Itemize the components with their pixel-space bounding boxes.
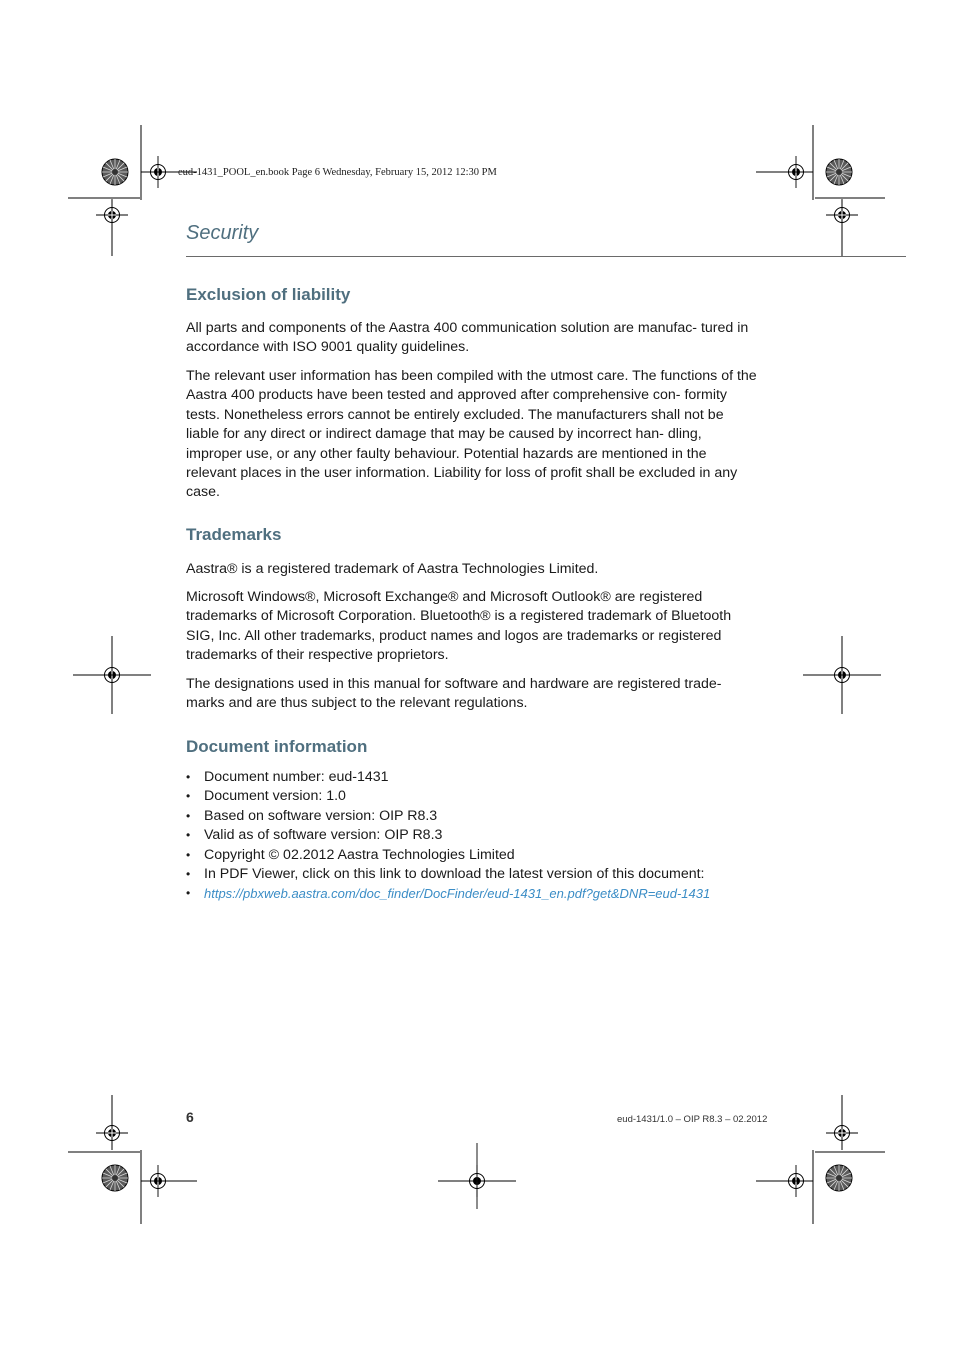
list-item — [186, 787, 766, 806]
document-info-heading: Document information — [186, 737, 368, 756]
bullet-icon: • — [186, 867, 191, 882]
list-item-text: Based on software version: OIP R8.3 — [204, 807, 438, 824]
liability-paragraph-2: The relevant user information has been compiled with the utmost care. The functions of the Aastra 400 products have been tested and approved after comprehensive con- formity tests. Nonetheless errors cannot be entirely excluded. The manufacturers shall not be liable for any direct or indirect damage that may be caused by incorrect han- dling, improper use, or any other faulty behaviour. Potential hazards are mentioned in the relevant places in the user information. Liability for loss of profit shall be excluded in any case. — [186, 368, 757, 501]
list-item-text: In PDF Viewer, click on this link to download the latest version of this document: — [204, 866, 705, 883]
liability-paragraph-1: All parts and components of the Aastra 400 communication solution are manufac- tured in accordance with ISO 9001 quality guidelines. — [186, 320, 749, 356]
download-link-item[interactable] — [186, 884, 766, 904]
page-number: 6 — [186, 1109, 194, 1125]
trademarks-paragraph-2: Microsoft Windows®, Microsoft Exchange® and Microsoft Outlook® are registered trademarks of Microsoft Corporation. Bluetooth® is a registered trademark of Bluetooth SIG, Inc. All other trademarks, product names and logos are trademarks or registered trademarks of their respective proprietors. — [186, 589, 732, 664]
download-link[interactable]: https://pbxweb.aastra.com/doc_finder/DocFinder/eud-1431_en.pdf?get&DNR=eud-1431 — [204, 886, 711, 902]
list-item-text: Document number: eud-1431 — [204, 769, 389, 785]
trademarks-heading: Trademarks — [186, 525, 282, 544]
section-title: Security — [186, 222, 259, 244]
list-item-text: Document version: 1.0 — [204, 788, 346, 805]
bullet-icon: • — [186, 828, 191, 843]
trademarks-paragraph-3: The designations used in this manual for software and hardware are registered trade- marks and are thus subject to the relevant regulations. — [186, 676, 722, 712]
bullet-icon: • — [186, 770, 191, 784]
trademarks-paragraph-1: Aastra® is a registered trademark of Aastra Technologies Limited. — [186, 561, 599, 577]
footer-doc-reference: eud-1431/1.0 – OIP R8.3 – 02.2012 — [617, 1114, 768, 1125]
list-item — [186, 865, 766, 884]
list-item — [186, 846, 766, 865]
list-item — [186, 807, 766, 826]
list-item — [186, 768, 766, 787]
list-item — [186, 826, 766, 845]
bullet-icon: • — [186, 847, 191, 862]
list-item-text: Copyright © 02.2012 Aastra Technologies Limited — [204, 846, 515, 863]
bullet-icon: • — [186, 808, 191, 823]
bullet-icon: • — [186, 886, 191, 901]
bullet-icon: • — [186, 789, 191, 804]
header-rule — [186, 256, 906, 257]
document-info-list — [186, 768, 766, 905]
list-item-text: Valid as of software version: OIP R8.3 — [204, 827, 443, 844]
book-info-line: eud-1431_POOL_en.book Page 6 Wednesday, February 15, 2012 12:30 PM — [178, 167, 497, 178]
liability-heading: Exclusion of liability — [186, 285, 351, 304]
